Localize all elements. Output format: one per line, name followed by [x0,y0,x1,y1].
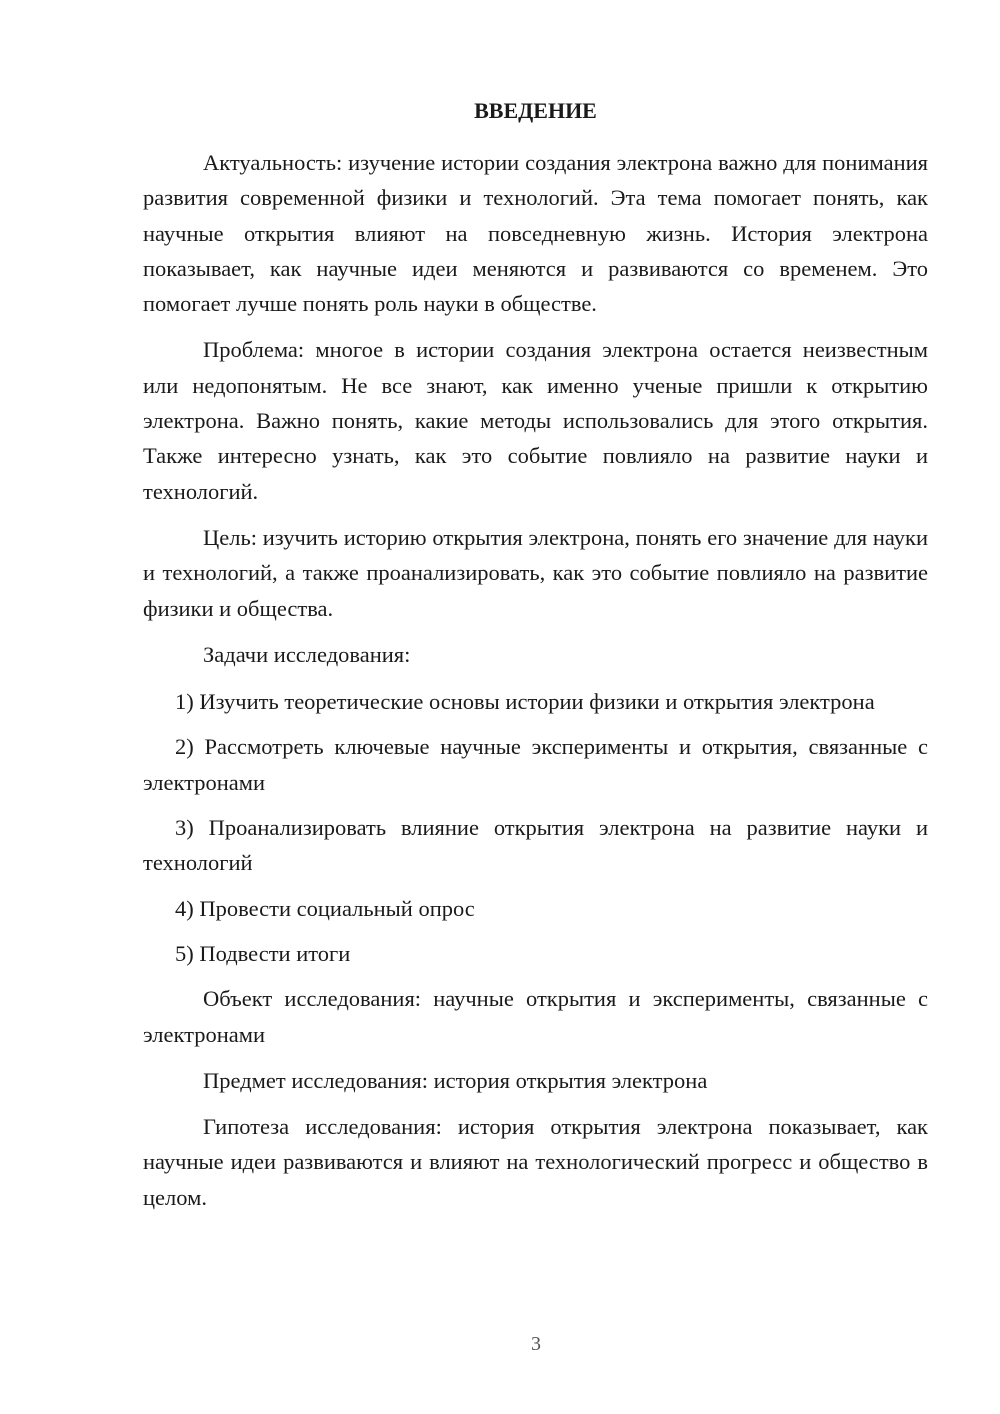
task-item-3: 3) Проанализировать влияние открытия электрона на развитие науки и технологий [143,815,928,876]
page-number: 3 [531,1333,541,1355]
paragraph-problem: Проблема: многое в истории создания электрона остается неизвестным или недопонятым. Не все знают, как именно ученые пришли к открытию электрона. Важно понять, какие методы использовались для этого открытия. Также интересно узнать, как это событие повлияло на развитие науки и технологий. [143,337,928,504]
task-item-5: 5) Подвести итоги [175,940,351,966]
task-item-1: 1) Изучить теоретические основы истории физики и открытия электрона [175,689,875,715]
task-item-4: 4) Провести социальный опрос [175,895,475,921]
paragraph-object: Объект исследования: научные открытия и эксперименты, связанные с электронами [143,986,928,1047]
task-item-2: 2) Рассмотреть ключевые научные эксперименты и открытия, связанные с электронами [143,734,928,795]
section-heading: ВВЕДЕНИЕ [474,98,597,123]
paragraph-goal: Цель: изучить историю открытия электрона, понять его значение для науки и технологий, а также проанализировать, как это событие повлияло на развитие физики и общества. [143,524,928,621]
paragraph-hypothesis: Гипотеза исследования: история открытия электрона показывает, как научные идеи развиваются и влияют на технологический прогресс и общество в целом. [143,1114,928,1210]
paragraph-relevance: Актуальность: изучение истории создания электрона важно для понимания развития современной физики и технологий. Эта тема помогает понять, как научные открытия влияют на повседневную жизнь. История электрона показывает, как научные идеи меняются и развиваются со временем. Это помогает лучше понять роль науки в обществе. [143,150,928,317]
page-content [143,93,928,1226]
tasks-intro: Задачи исследования: [203,641,411,667]
paragraph-subject: Предмет исследования: история открытия электрона [203,1067,708,1093]
tasks-list [143,684,928,971]
